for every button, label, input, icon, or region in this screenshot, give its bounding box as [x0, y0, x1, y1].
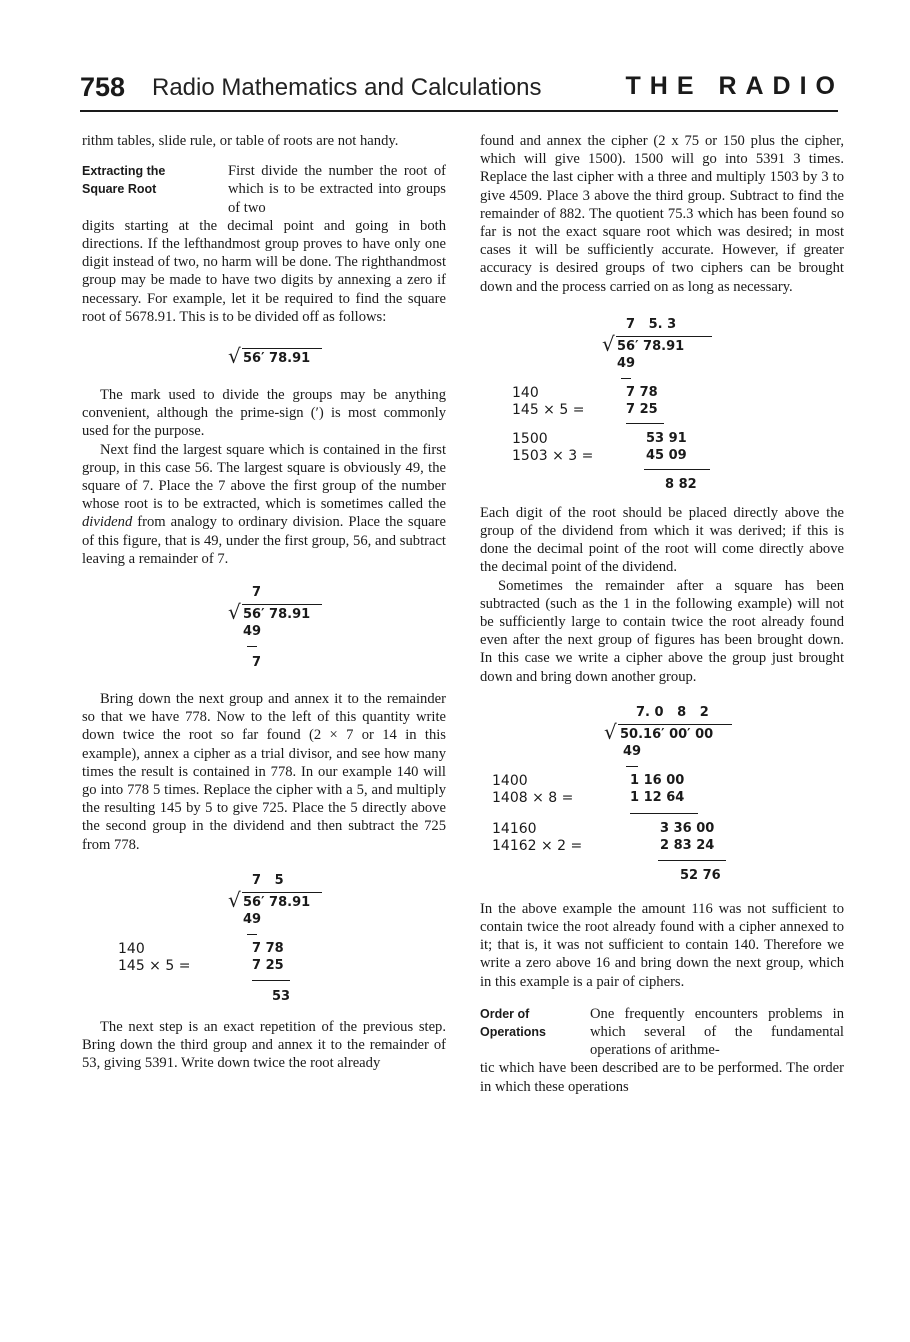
multiplication: 145 × 5 =	[512, 401, 585, 418]
product: 2 83 24	[660, 837, 715, 853]
paragraph: Bring down the next group and annex it to the remainder so that we have 778. Now to the left of this quantity write down twice the root so far found (2 × 7 or 14 in this example), annex a cipher as a trial divisor, and see how many times the result is contained in 778. In our example 140 will go into 778 5 times. Replace the cipher with a 5, and multiply the resulting 145 by 5 to give 725. Place the 5 directly above the second group in the dividend and then subtract the 725 from 778.	[82, 691, 446, 853]
vinculum	[242, 892, 322, 893]
radicand: 56′ 78.91	[617, 338, 685, 354]
root-digits: 7. 0 8 2	[636, 704, 709, 720]
vinculum	[242, 348, 322, 349]
section-extracting-square-root	[82, 162, 446, 217]
math-example-2	[82, 568, 446, 690]
math-example-3	[82, 854, 446, 1018]
subtrahend: 49	[243, 911, 262, 927]
product: 45 09	[646, 447, 687, 463]
partial-dividend: 1 16 00	[630, 772, 685, 788]
multiplication: 1503 × 3 =	[512, 447, 594, 464]
subtract-line	[621, 378, 631, 379]
trial-divisor: 140	[118, 940, 145, 957]
radicand: 50.16′ 00′ 00	[620, 726, 714, 742]
trial-divisor: 1500	[512, 430, 548, 447]
product: 1 12 64	[630, 789, 685, 805]
subtrahend: 49	[243, 624, 262, 640]
page-title: Radio Mathematics and Calculations	[152, 74, 542, 101]
paragraph: found and annex the cipher (2 x 75 or 150 plus the cipher, which will give 1500). 1500 will go into 5391 3 times. Replace the last cipher with a three and multiply 1503 by 3 to give 4509. Place 3 above the third group. Subtract to find the remainder of 882. The quotient 75.3 which has been found so far is not the exact square root which was desired; in most cases it will be sufficiently accurate. However, if greater accuracy is desired groups of two ciphers can be brought down and the process carried on as long as necessary.	[480, 133, 844, 295]
radical-sign: √	[228, 344, 241, 369]
page-number: 758	[80, 72, 126, 102]
section-lead-text: One frequently encounters problems in which several of the fundamental operations of arithme-	[590, 1005, 844, 1059]
paragraph: Each digit of the root should be placed directly above the group of the dividend from which it was derived; if this is done the decimal point of the root will come directly above the decimal point of the dividend.	[480, 504, 844, 576]
trial-divisor: 140	[512, 384, 539, 401]
right-column	[480, 132, 844, 1096]
radicand: 56′ 78.91	[243, 607, 311, 623]
subtract-line	[644, 469, 710, 470]
vinculum	[242, 604, 322, 605]
paragraph: The mark used to divide the groups may be anything convenient, although the prime-sign (′) is most commonly used for the purpose.	[82, 387, 446, 440]
vinculum	[616, 336, 712, 337]
section-heading: Extracting the Square Root	[82, 164, 166, 197]
math-example-5	[480, 686, 844, 900]
running-head: THE RADIO	[625, 72, 844, 100]
subtract-line	[626, 766, 638, 767]
paragraph: Next find the largest square which is contained in the first group, in this case 56. The largest square is obviously 49, the square of 7. Place the 7 above the first group of the number whose root is to be extracted, which is sometimes called the dividend from analogy to ordinary division. Place the square of this figure, that is 49, under the first group, 56, and subtract leaving a remainder of 7.	[82, 441, 446, 567]
math-example-4	[480, 296, 844, 504]
radical-sign: √	[228, 600, 241, 625]
partial-dividend: 7 78	[626, 384, 658, 400]
remainder: 7	[252, 655, 262, 671]
subtrahend: 49	[623, 743, 642, 759]
radical-sign: √	[602, 331, 615, 356]
subtract-line	[658, 860, 726, 861]
section-heading: Order of Operations	[480, 1006, 546, 1040]
radicand: 56′ 78.91	[243, 351, 311, 367]
trial-divisor: 1400	[492, 772, 528, 789]
paragraph: Sometimes the remainder after a square has been subtracted (such as the 1 in the following example) will not be sufficiently large to contain twice the root already found even after the next group of figures has been brought down. In this case we write a cipher above the group just brought down and bring down another group.	[480, 577, 844, 685]
subtract-line	[252, 980, 290, 981]
remainder: 8 82	[665, 476, 697, 492]
root-digits: 7 5. 3	[626, 316, 677, 332]
vinculum	[618, 724, 732, 725]
radicand: 56′ 78.91	[243, 894, 311, 910]
paragraph: In the above example the amount 116 was not sufficient to contain twice the root already found with a cipher annexed to it; that is, it was not sufficient to contain 140. Therefore we write a zero above 16 and bring down the next group, which in this example is a pair of ciphers.	[480, 900, 844, 990]
math-example-1	[82, 326, 446, 386]
subtract-line	[626, 423, 664, 424]
root-digits: 7	[252, 585, 262, 601]
remainder: 52 76	[680, 867, 721, 883]
radical-sign: √	[228, 887, 241, 912]
subtract-line	[630, 813, 698, 814]
page-header	[80, 70, 844, 112]
radical-sign: √	[604, 719, 617, 744]
paragraph: digits starting at the decimal point and going in both directions. If the lefthandmost group proves to have only one digit instead of two, no harm will be done. The righthandmost group may be made to have two digits by annexing a zero if necessary. For example, let it be required to find the square root of 5678.91. This is to be divided off as follows:	[82, 217, 446, 325]
partial-dividend: 53 91	[646, 430, 687, 446]
trial-divisor: 14160	[492, 820, 537, 837]
product: 7 25	[626, 401, 658, 417]
subtrahend: 49	[617, 355, 636, 371]
subtract-line	[247, 646, 257, 647]
root-digits: 7 5	[252, 872, 284, 888]
left-column	[82, 132, 446, 1073]
paragraph: tic which have been described are to be performed. The order in which these operations	[480, 1060, 844, 1095]
section-lead-text: First divide the number the root of which is to be extracted into groups of two	[228, 163, 446, 216]
multiplication: 14162 × 2 =	[492, 837, 583, 854]
partial-dividend: 3 36 00	[660, 820, 715, 836]
multiplication: 1408 × 8 =	[492, 789, 574, 806]
remainder: 53	[272, 988, 291, 1004]
paragraph: rithm tables, slide rule, or table of roots are not handy.	[82, 133, 399, 149]
paragraph: The next step is an exact repetition of the previous step. Bring down the third group and annex it to the remainder of 53, giving 5391. Write down twice the root already	[82, 1018, 446, 1072]
product: 7 25	[252, 957, 284, 973]
section-order-of-operations	[480, 1005, 844, 1060]
partial-dividend: 7 78	[252, 940, 284, 956]
subtract-line	[247, 934, 257, 935]
multiplication: 145 × 5 =	[118, 957, 191, 974]
